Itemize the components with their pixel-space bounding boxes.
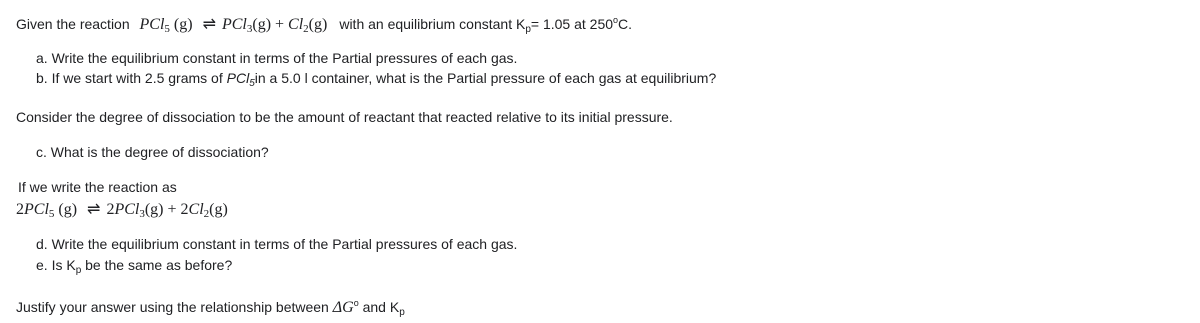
question-d-text: d. Write the equilibrium constant in terms of the Partial pressures of each gas.: [36, 236, 518, 252]
eq-product-1-sub: 3: [246, 23, 253, 35]
intro-mid: with an equilibrium constant K: [339, 16, 526, 32]
question-d: [36, 234, 517, 254]
eq2-coef-1: 2: [16, 201, 24, 218]
rewrite-label: [18, 177, 177, 197]
eq2-coef-3: 2: [180, 201, 189, 218]
delta-g: ΔG: [332, 299, 354, 316]
reaction-equation-2: [16, 200, 228, 224]
degree-superscript: o: [613, 15, 619, 25]
eq-plus: +: [275, 16, 285, 33]
question-b-species: PCl: [226, 70, 250, 86]
question-e-suffix: be the same as before?: [85, 257, 233, 273]
rewrite-label-text: If we write the reaction as: [18, 179, 177, 195]
eq2-product-2-state: (g): [209, 201, 228, 218]
eq2-reactant-sub: 5: [48, 208, 55, 220]
eq-reactant: PCl: [139, 16, 165, 33]
delta-g-superscript: o: [353, 298, 359, 308]
justify-prefix: Justify your answer using the relationship between: [16, 299, 329, 315]
eq2-coef-2: 2: [106, 201, 115, 218]
question-b-prefix: b. If we start with 2.5 grams of: [36, 70, 223, 86]
equilibrium-arrow: ⇌: [202, 16, 216, 33]
eq-product-2-sub: 2: [303, 23, 309, 35]
eq2-product-1: PCl: [114, 201, 140, 218]
temperature-unit: C.: [618, 16, 633, 32]
eq2-product-2: Cl: [188, 201, 204, 218]
eq-product-1-state: (g): [252, 16, 272, 33]
eq2-plus: +: [167, 201, 177, 218]
eq-reactant-state: (g): [173, 16, 193, 33]
reaction-equation: [140, 16, 332, 33]
question-b-suffix: in a 5.0 l container, what is the Partial pressure of each gas at equilibrium?: [254, 70, 717, 86]
eq2-reactant-state: (g): [58, 201, 78, 218]
question-a: [36, 48, 517, 68]
question-c: [36, 142, 269, 162]
question-b: [36, 68, 716, 94]
kp-value: = 1.05 at 250: [530, 16, 614, 32]
eq2-arrow: ⇌: [87, 201, 101, 218]
intro-prefix: Given the reaction: [16, 16, 130, 32]
kp-subscript: p: [525, 24, 531, 35]
justify-and: and K: [362, 299, 400, 315]
question-b-species-sub: 5: [249, 78, 255, 89]
eq-product-2: Cl: [288, 16, 304, 33]
question-e-kp-sub: p: [75, 265, 82, 276]
justify-kp-sub: p: [399, 307, 405, 318]
question-c-text: c. What is the degree of dissociation?: [36, 144, 269, 160]
eq2-product-2-sub: 2: [203, 208, 210, 220]
question-a-text: a. Write the equilibrium constant in terms of the Partial pressures of each gas.: [36, 50, 518, 66]
eq-product-2-state: (g): [308, 16, 328, 33]
eq2-product-1-sub: 3: [139, 208, 145, 220]
eq-reactant-sub: 5: [164, 23, 170, 35]
intro-line: [16, 10, 632, 40]
consider-text: Consider the degree of dissociation to be the amount of reactant that reacted relative to its initial pressure.: [16, 109, 673, 125]
eq2-product-1-state: (g): [144, 201, 164, 218]
question-e: [36, 255, 232, 281]
consider-line: [16, 107, 673, 127]
eq-product-1: PCl: [221, 16, 247, 33]
eq2-reactant: PCl: [24, 201, 49, 218]
question-e-prefix: e. Is K: [36, 257, 76, 273]
